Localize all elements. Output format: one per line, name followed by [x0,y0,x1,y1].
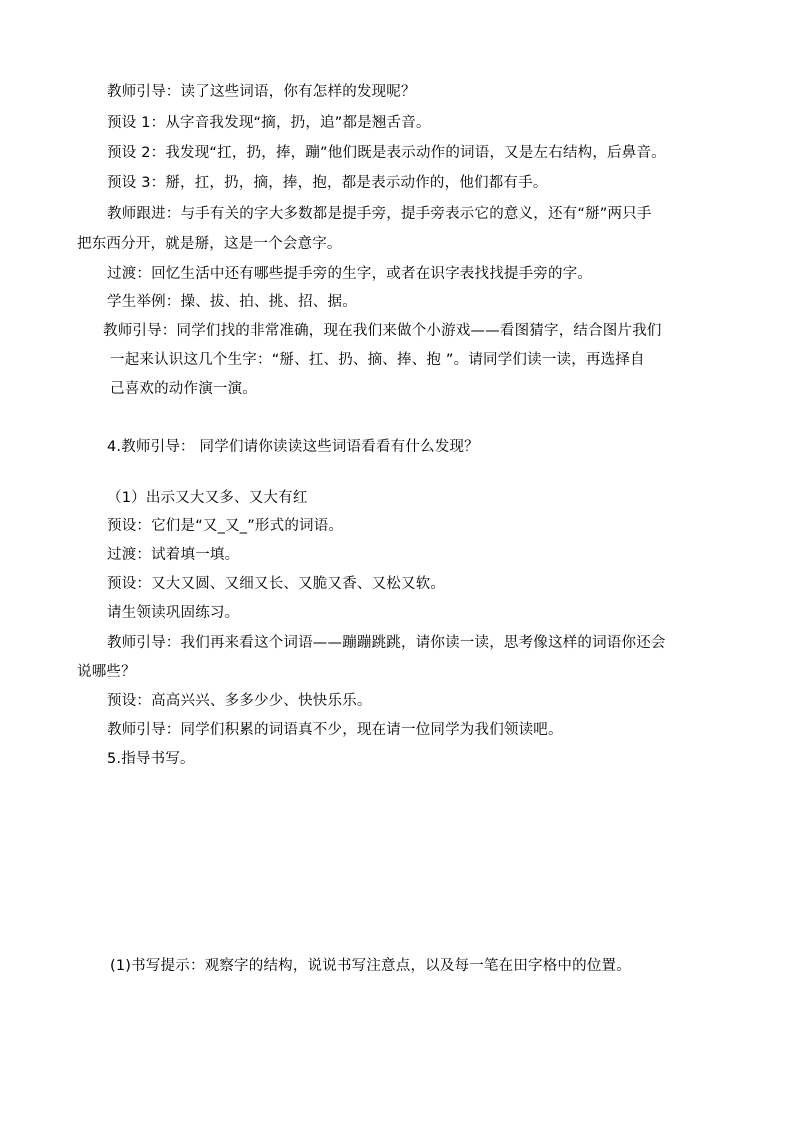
text-line: 预设：它们是“又_又_”形式的词语。 [107,518,344,534]
text-line: （1）出示又大又多、又大有红 [107,490,308,506]
text-line: 4.教师引导： 同学们请你读读这些词语看看有什么发现？ [107,439,479,455]
text-line: 请生领读巩固练习。 [107,605,240,621]
text-line: 学生举例：操、拔、拍、挑、招、据。 [107,294,357,310]
text-line: 一起来认识这几个生字：“掰、扛、扔、摘、捧、抱 ”。请同学们读一读，再选择自 [110,352,645,368]
text-line: 己喜欢的动作演一演。 [110,381,257,397]
text-line: 说哪些？ [77,664,136,680]
text-line: 预设：又大又圆、又细又长、又脆又香、又松又软。 [107,576,446,592]
text-line: 把东西分开，就是掰，这是一个会意字。 [77,236,342,252]
text-line: 过渡：试着填一填。 [107,547,240,563]
text-line: 教师引导：读了这些词语，你有怎样的发现呢？ [107,84,416,100]
text-line: 教师引导：我们再来看这个词语——蹦蹦跳跳，请你读一读，思考像这样的词语你还会 [107,635,666,651]
text-line: 5.指导书写。 [107,751,195,767]
text-line: 预设 3：掰，扛，扔，摘，捧，抱，都是表示动作的，他们都有手。 [107,175,548,191]
text-line: 教师跟进：与手有关的字大多数都是提手旁，提手旁表示它的意义，还有“掰”两只手 [107,206,652,222]
text-line: 过渡：回忆生活中还有哪些提手旁的生字，或者在识字表找找提手旁的字。 [107,266,593,282]
text-line: 预设 2：我发现“扛，扔，捧，蹦”他们既是表示动作的词语，又是左右结构，后鼻音。 [107,145,666,161]
text-line: 预设：高高兴兴、多多少少、快快乐乐。 [107,693,372,709]
text-line: 教师引导：同学们积累的词语真不少，现在请一位同学为我们领读吧。 [107,722,563,738]
text-line: 教师引导：同学们找的非常准确，现在我们来做个小游戏——看图猜字，结合图片我们 [103,323,662,339]
text-line: 预设 1：从字音我发现“摘，扔，追”都是翘舌音。 [107,115,431,131]
text-line: (1)书写提示：观察字的结构，说说书写注意点，以及每一笔在田字格中的位置。 [110,958,631,974]
